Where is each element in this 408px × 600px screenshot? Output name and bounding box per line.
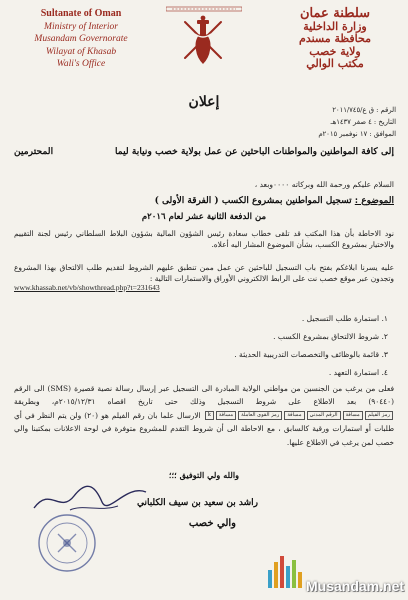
sms-format-tag: الرقم المدني xyxy=(307,411,341,420)
list-item: ٣. قائمة بالوظائف والتخصصات التدريبية الحديثة . xyxy=(234,350,388,359)
sms-format-tag: مسافة xyxy=(284,411,304,420)
closing-line: والله ولي التوفيق ؛؛؛ xyxy=(168,470,240,480)
reference-number: الرقم : ق ع/٢٠١١/٧٤٥ xyxy=(332,106,396,114)
batch-line: من الدفعة الثانية عشر لعام ٢٠١٦م xyxy=(141,212,267,222)
official-stamp xyxy=(36,512,98,574)
list-item: ١. استمارة طلب التسجيل . xyxy=(301,314,388,323)
english-letterhead xyxy=(6,8,156,71)
letterhead-line: Wali's Office xyxy=(56,59,106,69)
sms-format-tag: k xyxy=(205,411,214,420)
addressee-honorific: المحترمين xyxy=(14,146,54,157)
signer-name: راشد بن سعيد بن سيف الكلباني xyxy=(136,498,258,508)
reference-block xyxy=(256,104,396,140)
addressee-text: إلى كافة المواطنين والمواطنات الباحثين عن عمل بولاية خصب ونيابة ليما xyxy=(114,146,394,157)
signer-title: والي خصب xyxy=(188,518,236,529)
subject-line xyxy=(155,196,394,206)
list-item: ٢. شروط الالتحاق بمشروع الكسب . xyxy=(273,332,388,341)
letterhead-line: وزارة الداخلية xyxy=(303,19,367,33)
letterhead-line: سلطنة عمان xyxy=(299,6,371,21)
sms-format-tag: رمز القوى العاملة xyxy=(238,411,282,420)
paragraph-registration: عليه يسرنا ابلاغكم بفتح باب التسجيل للباحثين عن عمل ممن تنطبق عليهم الشروط لتقديم طلب الالتحاق بهذا المشروع وتجدون عبر موقع خصب نت على الرابط الالكتروني الأوراق والاستمارات التالية : xyxy=(14,263,394,284)
forms-link[interactable]: www.khassab.net/vb/showthread.php?t=231643 xyxy=(14,283,160,292)
arabic-letterhead xyxy=(270,8,400,71)
reference-corresponding-date: الموافق : ١٧ نوفمبر ٢٠١٥م xyxy=(318,130,396,138)
letterhead-line: Wilayat of Khasab xyxy=(45,46,117,57)
list-item: ٤. استمارة التعهد . xyxy=(328,368,388,377)
reference-date: التاريخ : ٤ صفر ١٤٣٧هـ xyxy=(330,118,396,126)
letterhead-line: Musandam Governorate xyxy=(34,34,128,44)
site-watermark: Musandam.net xyxy=(306,578,405,594)
sms-format-tag: مسافة xyxy=(343,411,363,420)
letterhead-line: ولاية خصب xyxy=(309,44,361,58)
paragraph-sms-instructions xyxy=(14,382,394,449)
letterhead-line: Ministry of Interior xyxy=(44,21,118,32)
sms-instructions-text: فعلى من يرغب من الجنسين من مواطني الولاية المبادرة الى التسجيل عبر إرسال رسالة نصية قصيرة (SMS) الى الرقم (٩٠٤٤٠) بعد الاطلاع على شروط التسجيل وذلك حتى تاريخ اقصاه ٢٠١٥/١٢/٣١م، وبطريقة xyxy=(14,384,395,407)
greeting: السلام عليكم ورحمة الله وبركاته ٠٠٠٠وبعد ، xyxy=(254,180,394,189)
subject-label: الموضوع : xyxy=(354,196,394,206)
sms-instructions-continued: الارسال علما بان رقم الفيلم هو (٢٠) ولن يتم النظر في أي طلبات أو استمارات ورقية كالسابق ، مع الاحاطة الى أن شروط التقدم للمشروع متوفرة في لوحة الاعلانات بمكتبنا والي خصب لمن يرغب في الاطلاع عليها. xyxy=(14,410,394,447)
announcement-title: إعلان xyxy=(188,94,220,110)
sms-format-tag: رمز الفيلم xyxy=(365,411,393,420)
paragraph-intro: نود الاحاطة بأن هذا المكتب قد تلقى خطاب سعادة رئيس الشؤون المالية بشؤون البلاط السلطاني رئيس لجنة التقييم والاختيار بمشروع الكسب، بشأن الموضوع المشار اليه أعلاه. xyxy=(14,229,394,250)
letterhead-line: مكتب الوالي xyxy=(306,57,364,70)
oman-emblem-icon xyxy=(175,12,231,70)
subject-text: تسجيل المواطنين بمشروع الكسب ( الفرقة الأولى ) xyxy=(154,196,352,206)
forms-list xyxy=(234,310,388,382)
addressee-line xyxy=(0,146,408,157)
sms-format-tags xyxy=(204,409,394,422)
letterhead-line: Sultanate of Oman xyxy=(40,8,122,19)
letterhead-line: محافظة مسندم xyxy=(299,32,371,45)
sms-format-tag: مسافة xyxy=(216,411,236,420)
